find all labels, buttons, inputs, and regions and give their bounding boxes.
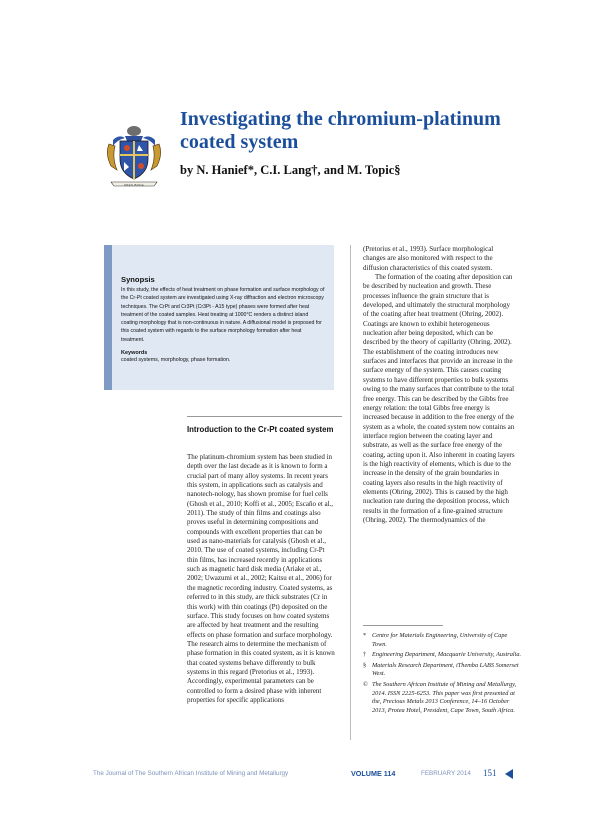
footnotes: [363, 632, 523, 717]
crest-motto: SPES BONA: [124, 183, 145, 187]
page-footer: [87, 767, 527, 781]
footnote-text: Materials Research Department, iThemba LABS Somerset West.: [372, 661, 519, 678]
footnote-text: Engineering Department, Macquarie University, Australia.: [372, 651, 522, 659]
footer-volume: VOLUME 114: [351, 769, 396, 778]
institute-crest-logo: [103, 122, 165, 190]
footnote-text: Centre for Materials Engineering, University of Cape Town.: [372, 632, 508, 648]
keywords-text: coated systems, morphology, phase formation.: [121, 357, 231, 364]
synopsis-body: In this study, the effects of heat treatment on phase formation and surface morphology of the Cr-Pt coated system are investigated using X-ray diffraction and electron microscopy techniques. The CrPt and Cr3Pt (Cr3Pt - A15 type) phases were formed after heat treatment of the coated samples. Heat treating at 1000°C renders a distinct island coating morphology that is non-continuous in nature. A diffusional model is proposed for this coated system with regards to the surface morphology formation after heat treatment.: [121, 287, 325, 343]
footnote-symbol: †: [363, 651, 367, 659]
body-paragraph-1: (Pretorius et al., 1993). Surface morphological changes are also monitored with respect to the diffusion characteristics of this coated system.: [363, 245, 494, 272]
footnote-text: The Southern African Institute of Mining and Metallurgy, 2014. ISSN 2225-6253. This paper was first presented at the, Precious Metals 2013 Conference, 14–16 October 2013, Protea Hotel, President, Cape Town, South Africa.: [372, 680, 517, 714]
page-number: 151: [483, 768, 497, 778]
page-marker-triangle-icon: [505, 769, 513, 779]
left-text-column: [187, 453, 335, 705]
footer-month: FEBRUARY 2014: [421, 770, 471, 777]
section-rule: [187, 416, 342, 417]
column-divider: [350, 245, 351, 740]
keywords-heading: Keywords: [121, 350, 148, 357]
footnote-symbol: ©: [363, 680, 368, 688]
intro-heading: Introduction to the Cr-Pt coated system: [187, 425, 334, 434]
body-paragraph-2: The formation of the coating after deposition can be described by nucleation and growth. These processes influence the grain structure that is developed, and ultimately the structural morphology of the coating after heat treatment (Ohring, 2002). Coatings are known to exhibit heterogeneous nucleation after being deposited, which can be described by the theory of capillarity (Ohring, 2002). The establishment of the coating introduces new surfaces and interfaces that provide an increase in the surface energy of the system. This causes coating systems to have different properties to bulk systems owing to the many surfaces that contribute to the total free energy. This can be described by the Gibbs free energy relation: the total Gibbs free energy is increased because in addition to the free energy of the system as a whole, the coated system now contains an interface region between the coating layer and substrate, as well as the surface free energy of the coating, acting upon it. Also inherent in coating layers is the high reactivity of elements, which is due to the increase in the density of the grain boundaries in coating layers also results in the high reactivity of elements (Ohring, 2002). This is caused by the high nucleation rate during the deposition process, which results in the formation of a fine-grained structure (Ohring, 2002). The thermodynamics of the: [363, 273, 515, 524]
article-title: Investigating the chromium-platinum coated system: [180, 108, 501, 153]
footnote-rule: [363, 625, 443, 626]
synopsis-heading: Synopsis: [121, 275, 155, 284]
footer-journal-name: The Journal of The Southern African Institute of Mining and Metallurgy: [93, 770, 289, 777]
footnote: [363, 681, 523, 715]
footnote: [363, 662, 523, 679]
footnote-symbol: *: [363, 632, 367, 639]
article-authors: by N. Hanief*, C.I. Lang†, and M. Topic§: [180, 163, 401, 177]
footnote: [363, 632, 523, 649]
footnote-symbol: §: [363, 661, 367, 669]
intro-paragraph: The platinum-chromium system has been studied in depth over the last decade as it is known to form a crucial part of many alloy systems. In recent years this system, in applications such as catalysis and nanotech-nology, has shown promise for fuel cells (Ghosh et al., 2010; Koffi et al., 2005; Escaño et al., 2011). The study of thin films and coatings also proves useful in determining compositions and compounds with excellent properties that can be used as nano-materials for catalysis (Ghosh et al., 2010. The use of coated systems, including Cr-Pt thin films, has increased recently in applications such as magnetic hard disk media (Ariake et al., 2002; Uwazumi et al., 2002; Kaitsu et al., 2006) for the magnetic recording industry. Coated systems, as referred to in this study, are thick substrates (Cr in this work) with thin coatings (Pt) deposited on the surface. This study focuses on how coated systems are affected by heat treatment and the resulting effects on phase formation and surface morphology. The research aims to determine the mechanism of phase formation in this coated system, as it is known that coated systems behave differently to bulk systems in this regard (Pretorius et al., 1993). Accordingly, experimental parameters can be controlled to form a desired phase with inherent properties for specific applications: [187, 453, 335, 704]
synopsis-box: [104, 245, 334, 390]
right-text-column: [363, 245, 517, 525]
footnote: [363, 651, 523, 660]
